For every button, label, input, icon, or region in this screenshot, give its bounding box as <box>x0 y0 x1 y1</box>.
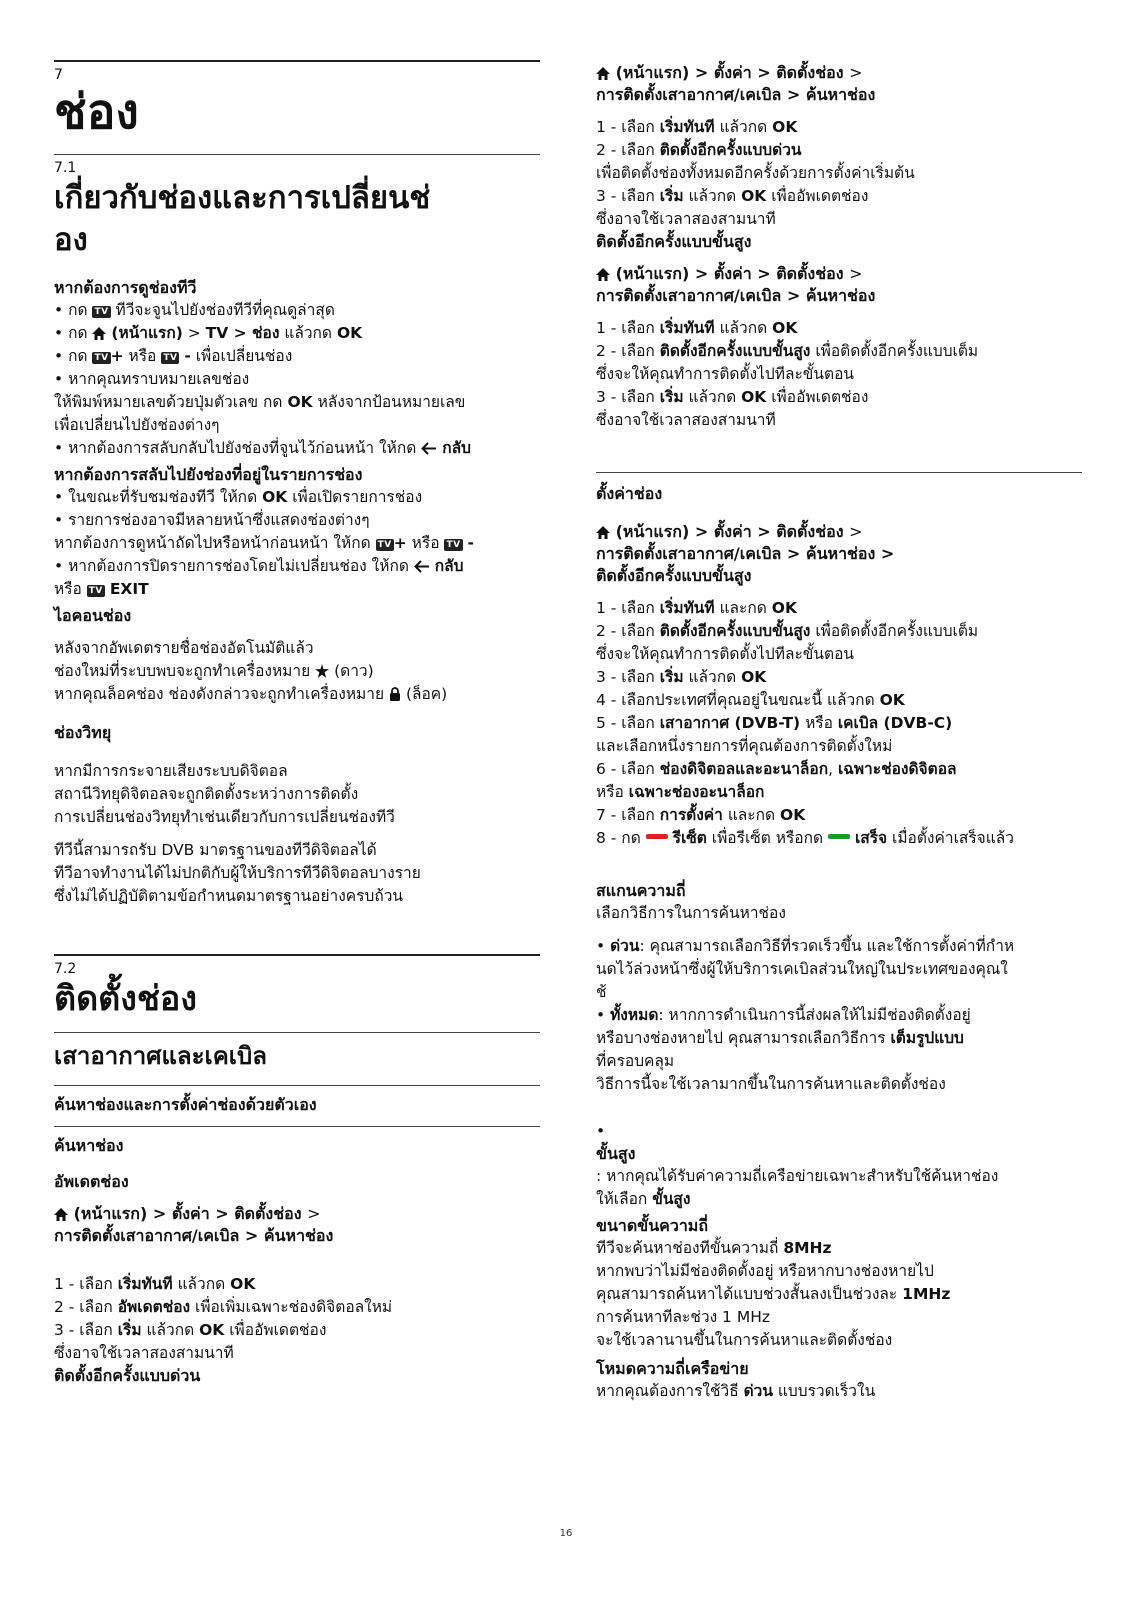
subsection-rule <box>596 472 1082 473</box>
back-arrow-icon <box>414 560 430 573</box>
text-line: หากต้องการดูหน้าถัดไปหรือหน้าก่อนหน้า ให้กด TV + หรือ TV - <box>54 534 474 552</box>
switch-heading: หากต้องการสลับไปยังช่องที่อยู่ในรายการช่อง <box>54 465 363 484</box>
text-line: 3 - เลือก เริ่ม แล้วกด OK เพื่ออัพเดตช่อง <box>596 187 869 205</box>
text-line: 1 - เลือก เริ่มทันที แล้วกด OK <box>54 1275 256 1293</box>
text-line: ให้เลือก ขั้นสูง <box>596 1190 691 1208</box>
tv-icon: TV <box>94 307 109 317</box>
menu-path: การติดตั้งเสาอากาศ/เคเบิล > ค้นหาช่อง <box>54 1226 334 1245</box>
subsection-rule <box>54 1126 540 1127</box>
lock-icon <box>389 687 401 701</box>
section-title-line: เกี่ยวกับช่องและการเปลี่ยนช่ <box>54 180 431 216</box>
text-line: 1 - เลือก เริ่มทันที แล้วกด OK <box>596 319 798 337</box>
text-line: คุณสามารถค้นหาได้แบบช่วงสั้นลงเป็นช่วงละ 1MHz <box>596 1285 951 1303</box>
settings-heading: ตั้งค่าช่อง <box>596 484 663 503</box>
text-line: เลือกวิธีการในการค้นหาช่อง <box>596 904 786 922</box>
text-line: หากคุณล็อคช่อง ช่องดังกล่าวจะถูกทำเครื่องหมาย (ล็อค) <box>54 685 448 703</box>
text-line: 2 - เลือก ติดตั้งอีกครั้งแบบขั้นสูง เพื่อติดตั้งอีกครั้งแบบเต็ม <box>596 622 979 640</box>
text-line: 2 - เลือก อัพเดตช่อง เพื่อเพิ่มเฉพาะช่องดิจิตอลใหม่ <box>54 1298 393 1316</box>
text-line: ทีวีนี้สามารถรับ DVB มาตรฐานของทีวีดิจิตอลได้ <box>54 841 377 859</box>
menu-path: การติดตั้งเสาอากาศ/เคเบิล > ค้นหาช่อง <box>596 286 876 305</box>
tv-icon: TV <box>377 540 392 550</box>
text-line: หรือบางช่องหายไป คุณสามารถเลือกวิธีการ เต็มรูปแบบ <box>596 1029 964 1047</box>
section-title: ติดตั้งช่อง <box>54 979 197 1019</box>
text-line: 1 - เลือก เริ่มทันที แล้วกด OK <box>596 118 798 136</box>
left-column <box>54 60 540 1387</box>
section-title-line: อง <box>54 222 88 258</box>
manual-heading: ค้นหาช่องและการตั้งค่าช่องด้วยตัวเอง <box>54 1095 317 1114</box>
text-line: : หากคุณได้รับค่าความถี่เครือข่ายเฉพาะสำหรับใช้ค้นหาช่อง <box>596 1167 999 1185</box>
text-line: 5 - เลือก เสาอากาศ (DVB-T) หรือ เคเบิล (DVB-C) <box>596 714 953 732</box>
green-key-icon <box>828 834 850 839</box>
tv-icon: TV <box>94 353 109 363</box>
text-line: หรือ เฉพาะช่องอะนาล็อก <box>596 783 765 801</box>
text-line: ช่องใหม่ที่ระบบพบจะถูกทำเครื่องหมาย (ดาว) <box>54 662 374 680</box>
home-icon <box>54 1208 68 1221</box>
tv-icon: TV <box>88 586 103 596</box>
text-line: 1 - เลือก เริ่มทันที และกด OK <box>596 599 797 617</box>
text-line: ให้พิมพ์หมายเลขด้วยปุ่มตัวเลข กด OK หลังจากป้อนหมายเลข <box>54 393 466 411</box>
red-key-icon <box>646 834 668 839</box>
text-line: • ทั้งหมด: หากการดำเนินการนี้ส่งผลให้ไม่มีช่องติดตั้งอยู่ <box>596 1006 971 1024</box>
text-line: 6 - เลือก ช่องดิจิตอลและอะนาล็อก, เฉพาะช่องดิจิตอล <box>596 760 957 778</box>
text-line: 7 - เลือก การตั้งค่า และกด OK <box>596 806 806 824</box>
text-line: ช้ <box>596 983 607 1001</box>
chapter-title: ช่อง <box>54 84 139 140</box>
text-line: • ด่วน: คุณสามารถเลือกวิธีที่รวดเร็วขึ้น และใช้การตั้งค่าที่กำห <box>596 937 1015 955</box>
text-line: ซึ่งอาจใช้เวลาสองสามนาที <box>596 210 776 228</box>
text-line: • กด TV ทีวีจะจูนไปยังช่องทีวีที่คุณดูล่าสุด <box>54 301 335 319</box>
text-line: 2 - เลือก ติดตั้งอีกครั้งแบบขั้นสูง เพื่อติดตั้งอีกครั้งแบบเต็ม <box>596 342 979 360</box>
text-line: 2 - เลือก ติดตั้งอีกครั้งแบบด่วน <box>596 141 802 159</box>
section-rule <box>54 154 540 155</box>
text-line: 3 - เลือก เริ่ม แล้วกด OK <box>596 668 767 686</box>
scan-heading: สแกนความถี่ <box>596 881 686 900</box>
network-frequency-heading: โหมดความถี่เครือข่าย <box>596 1359 749 1378</box>
menu-path: ติดตั้งอีกครั้งแบบขั้นสูง <box>596 566 752 585</box>
text-line: • กด (หน้าแรก) > TV > ช่อง แล้วกด OK <box>54 324 363 342</box>
text-line: หรือ TV EXIT <box>54 580 149 598</box>
text-line: เพื่อเปลี่ยนไปยังช่องต่างๆ <box>54 416 220 434</box>
text-line: ซึ่งจะให้คุณทำการติดตั้งไปทีละขั้นตอน <box>596 645 854 663</box>
update-heading: อัพเดตช่อง <box>54 1172 129 1191</box>
advanced-label: ขั้นสูง <box>596 1144 636 1163</box>
text-line: 8 - กด รีเซ็ต เพื่อรีเซ็ต หรือกด เสร็จ เมื่อตั้งค่าเสร็จแล้ว <box>596 829 1014 847</box>
text-line: 4 - เลือกประเทศที่คุณอยู่ในขณะนี้ แล้วกด OK <box>596 691 905 709</box>
text-line: 3 - เลือก เริ่ม แล้วกด OK เพื่ออัพเดตช่อง <box>54 1321 327 1339</box>
text-line: นดไว้ล่วงหน้าซึ่งผู้ให้บริการเคเบิลส่วนใหญ่ในประเทศของคุณใ <box>596 960 1008 978</box>
text-line: หากมีการกระจายเสียงระบบดิจิตอล <box>54 762 288 780</box>
text-line: • หากต้องการปิดรายการช่องโดยไม่เปลี่ยนช่อง ให้กด กลับ <box>54 557 464 575</box>
subsection-title: เสาอากาศและเคเบิล <box>54 1042 267 1070</box>
text-line: ซึ่งอาจใช้เวลาสองสามนาที <box>596 411 776 429</box>
back-arrow-icon <box>421 442 437 455</box>
subsection-rule <box>54 1032 540 1033</box>
text-line: 3 - เลือก เริ่ม แล้วกด OK เพื่ออัพเดตช่อง <box>596 388 869 406</box>
text-line: • <box>596 1122 606 1140</box>
text-line: การเปลี่ยนช่องวิทยุทำเช่นเดียวกับการเปลี่ยนช่องทีวี <box>54 808 395 826</box>
text-line: • ในขณะที่รับชมช่องทีวี ให้กด OK เพื่อเปิดรายการช่อง <box>54 488 423 506</box>
text-line: สถานีวิทยุดิจิตอลจะถูกติดตั้งระหว่างการติดตั้ง <box>54 785 359 803</box>
text-line: • หากต้องการสลับกลับไปยังช่องที่จูนไว้ก่อนหน้า ให้กด กลับ <box>54 439 471 457</box>
text-line: ทีวีอาจทำงานได้ไม่ปกติกับผู้ให้บริการทีวีดิจิตอลบางราย <box>54 864 421 882</box>
home-icon <box>596 526 610 539</box>
home-icon <box>92 327 106 340</box>
text-line: หากคุณต้องการใช้วิธี ด่วน แบบรวดเร็วใน <box>596 1382 876 1400</box>
star-icon <box>315 664 329 678</box>
text-line: วิธีการนี้จะใช้เวลามากขึ้นในการค้นหาและติดตั้งช่อง <box>596 1075 946 1093</box>
chapter-number: 7 <box>54 67 63 83</box>
home-icon <box>596 268 610 281</box>
menu-path: การติดตั้งเสาอากาศ/เคเบิล > ค้นหาช่อง <box>596 85 876 104</box>
text-line: • กด TV + หรือ TV - เพื่อเปลี่ยนช่อง <box>54 347 293 365</box>
text-line: • หากคุณทราบหมายเลขช่อง <box>54 370 250 388</box>
text-line: หลังจากอัพเดตรายชื่อช่องอัตโนมัติแล้ว <box>54 639 314 657</box>
section-title <box>54 177 540 261</box>
menu-path: (หน้าแรก) > ตั้งค่า > ติดตั้งช่อง > <box>596 62 1082 84</box>
text-line: เพื่อติดตั้งช่องทั้งหมดอีกครั้งด้วยการตั้งค่าเริ่มต้น <box>596 164 915 182</box>
subsection-rule <box>54 1085 540 1086</box>
tv-icon: TV <box>163 353 178 363</box>
text-line: จะใช้เวลานานขึ้นในการค้นหาและติดตั้งช่อง <box>596 1331 893 1349</box>
text-line: • รายการช่องอาจมีหลายหน้าซึ่งแสดงช่องต่างๆ <box>54 511 370 529</box>
text-line: และเลือกหนึ่งรายการที่คุณต้องการติดตั้งใหม่ <box>596 737 893 755</box>
home-icon <box>596 67 610 80</box>
right-column <box>596 62 1082 1403</box>
chapter-rule <box>54 60 540 62</box>
chapter-rule <box>54 954 540 956</box>
text-line: ซึ่งจะให้คุณทำการติดตั้งไปทีละขั้นตอน <box>596 365 854 383</box>
text-line: ทีวีจะค้นหาช่องทีขั้นความถี่ 8MHz <box>596 1239 832 1257</box>
search-heading: ค้นหาช่อง <box>54 1136 124 1155</box>
menu-path: (หน้าแรก) > ตั้งค่า > ติดตั้งช่อง > <box>596 263 1082 285</box>
watch-heading: หากต้องการดูช่องทีวี <box>54 278 197 297</box>
text-line: หากพบว่าไม่มีช่องติดตั้งอยู่ หรือหากบางช่องหายไป <box>596 1262 934 1280</box>
text-line: การค้นหาทีละช่วง 1 MHz <box>596 1308 771 1326</box>
menu-path: (หน้าแรก) > ตั้งค่า > ติดตั้งช่อง > <box>596 521 1082 543</box>
menu-path: (หน้าแรก) > ตั้งค่า > ติดตั้งช่อง > <box>54 1203 540 1225</box>
section-number: 7.2 <box>54 961 77 977</box>
section-number: 7.1 <box>54 160 77 176</box>
advanced-heading: ติดตั้งอีกครั้งแบบขั้นสูง <box>596 232 752 251</box>
text-line: ซึ่งอาจใช้เวลาสองสามนาที <box>54 1344 234 1362</box>
step-heading: ขนาดขั้นความถี่ <box>596 1216 709 1235</box>
icons-heading: ไอคอนช่อง <box>54 606 132 625</box>
quick-heading: ติดตั้งอีกครั้งแบบด่วน <box>54 1366 201 1385</box>
text-line: ที่ครอบคลุม <box>596 1052 675 1070</box>
text-line: ซึ่งไม่ได้ปฏิบัติตามข้อกำหนดมาตรฐานอย่างครบถ้วน <box>54 887 404 905</box>
radio-heading: ช่องวิทยุ <box>54 723 112 742</box>
page-number: 16 <box>559 1528 573 1539</box>
menu-path: การติดตั้งเสาอากาศ/เคเบิล > ค้นหาช่อง > <box>596 544 895 563</box>
tv-icon: TV <box>446 540 461 550</box>
